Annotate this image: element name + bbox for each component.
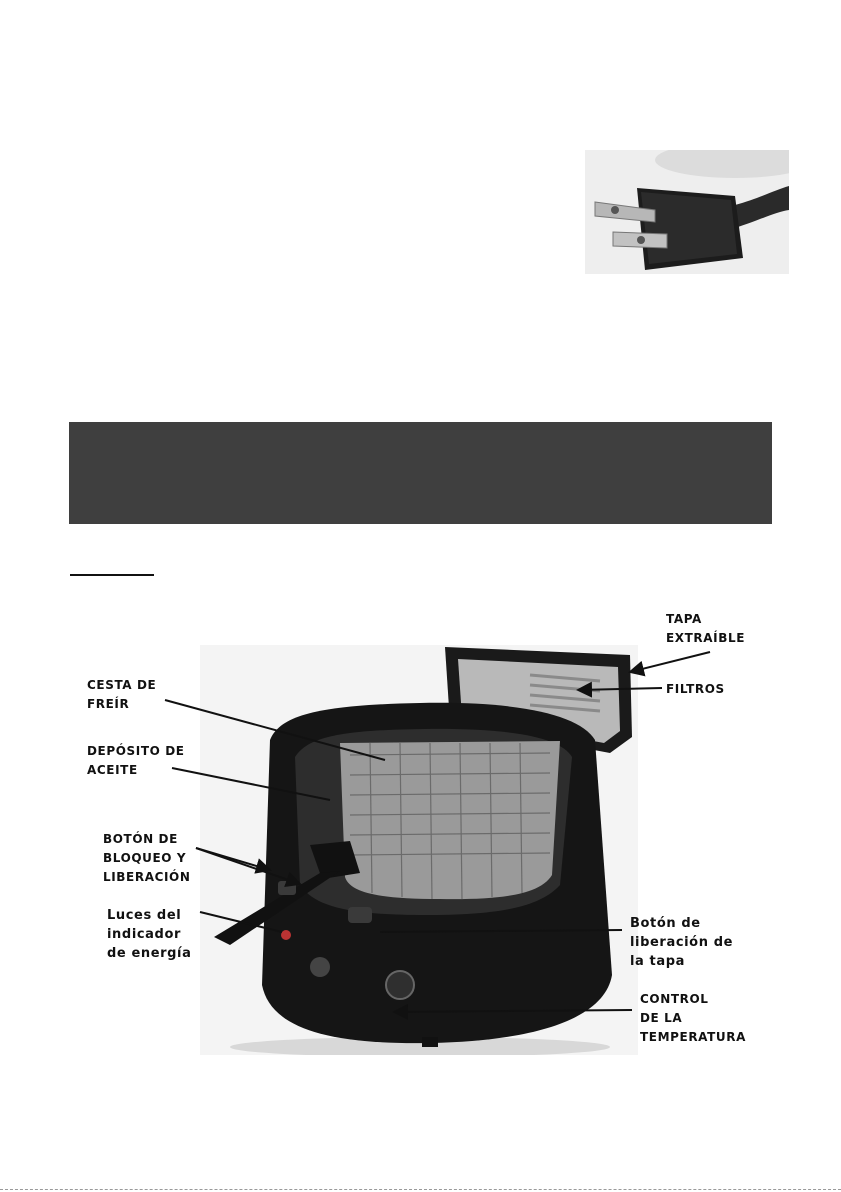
callout-luces-indicador: Luces del indicador de energía — [107, 908, 192, 961]
deep-fryer-photo — [200, 645, 638, 1055]
deep-fryer-illustration — [200, 645, 638, 1055]
section-underline — [70, 574, 154, 576]
plug-photo — [585, 150, 789, 274]
callout-tapa-extraible: TAPA EXTRAÍBLE — [666, 612, 746, 645]
callout-filtros: FILTROS — [666, 682, 725, 696]
page-bottom-rule — [0, 1189, 841, 1190]
callout-boton-liberacion-tapa: Botón de liberación de la tapa — [630, 916, 734, 969]
callout-boton-bloqueo: BOTÓN DE BLOQUEO Y LIBERACIÓN — [103, 832, 191, 884]
callout-control-temperatura: CONTROL DE LA TEMPERATURA — [640, 992, 746, 1044]
section-header-band — [69, 422, 772, 524]
callout-cesta-de-freir: CESTA DE FREÍR — [87, 678, 157, 711]
callout-deposito-de-aceite: DEPÓSITO DE ACEITE — [87, 744, 185, 777]
plug-illustration — [585, 150, 789, 274]
